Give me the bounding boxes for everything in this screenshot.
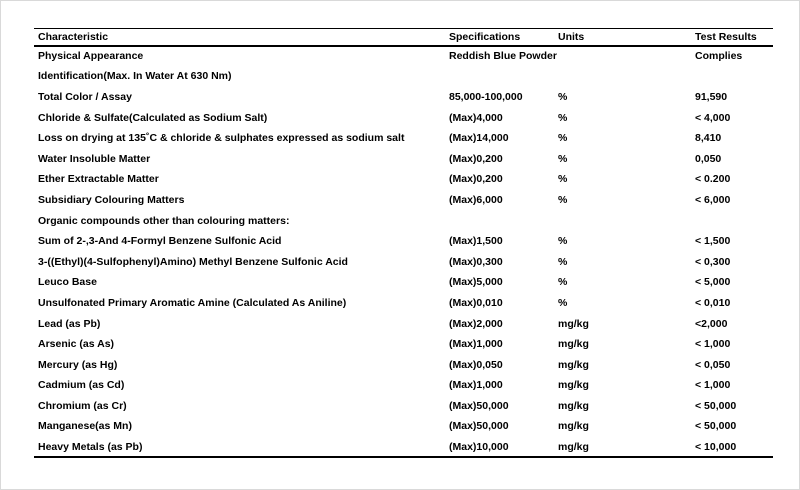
cell-specification: (Max)1,500 bbox=[449, 235, 503, 248]
cell-units: % bbox=[558, 193, 568, 206]
cell-test-result bbox=[695, 210, 773, 231]
table-row bbox=[34, 128, 773, 149]
cell-specification: (Max)2,000 bbox=[449, 317, 503, 330]
cell-test-result: < 0.200 bbox=[695, 173, 731, 186]
table-row bbox=[34, 46, 773, 67]
cell-units bbox=[558, 46, 695, 67]
cell-characteristic: Identification(Max. In Water At 630 Nm) bbox=[38, 70, 232, 83]
table-row bbox=[34, 375, 773, 396]
cell-specification: (Max)10,000 bbox=[449, 440, 509, 453]
cell-characteristic: Mercury (as Hg) bbox=[38, 358, 118, 371]
cell-characteristic: Organic compounds other than colouring matters: bbox=[38, 214, 290, 227]
cell-test-result: < 0,010 bbox=[695, 296, 731, 309]
cell-units: % bbox=[558, 296, 568, 309]
cell-test-result: < 0,050 bbox=[695, 358, 731, 371]
cell-characteristic: Subsidiary Colouring Matters bbox=[38, 193, 185, 206]
cell-characteristic: Physical Appearance bbox=[38, 50, 144, 63]
table-header bbox=[34, 29, 773, 46]
cell-test-result: < 10,000 bbox=[695, 440, 737, 453]
header-test-results: Test Results bbox=[695, 30, 757, 43]
table-header-row bbox=[34, 29, 773, 46]
cell-units: % bbox=[558, 152, 568, 165]
cell-test-result: < 5,000 bbox=[695, 276, 731, 289]
cell-characteristic: Chromium (as Cr) bbox=[38, 399, 127, 412]
cell-test-result: Complies bbox=[695, 50, 743, 63]
cell-characteristic: Lead (as Pb) bbox=[38, 317, 101, 330]
cell-units: % bbox=[558, 276, 568, 289]
cell-characteristic: Sum of 2-,3-And 4-Formyl Benzene Sulfonic Acid bbox=[38, 235, 282, 248]
table-row bbox=[34, 293, 773, 314]
cell-test-result: < 50,000 bbox=[695, 420, 737, 433]
table-row bbox=[34, 66, 773, 87]
cell-characteristic: Loss on drying at 135˚C & chloride & sulphates expressed as sodium salt bbox=[38, 132, 405, 145]
header-units: Units bbox=[558, 30, 585, 43]
table-row bbox=[34, 313, 773, 334]
cell-specification: (Max)0,200 bbox=[449, 152, 503, 165]
cell-units: mg/kg bbox=[558, 379, 589, 392]
cell-units bbox=[558, 210, 695, 231]
cell-characteristic: Unsulfonated Primary Aromatic Amine (Calculated As Aniline) bbox=[38, 296, 347, 309]
cell-units: mg/kg bbox=[558, 358, 589, 371]
cell-units: % bbox=[558, 173, 568, 186]
cell-test-result: < 6,000 bbox=[695, 193, 731, 206]
cell-specification: Reddish Blue Powder bbox=[449, 50, 557, 63]
cell-units: % bbox=[558, 255, 568, 268]
header-characteristic: Characteristic bbox=[38, 30, 109, 43]
cell-specification: (Max)1,000 bbox=[449, 379, 503, 392]
cell-specification: (Max)0,010 bbox=[449, 296, 503, 309]
cell-units: mg/kg bbox=[558, 338, 589, 351]
cell-characteristic: Leuco Base bbox=[38, 276, 97, 289]
cell-units bbox=[558, 66, 695, 87]
cell-test-result: 8,410 bbox=[695, 132, 722, 145]
header-specifications: Specifications bbox=[449, 30, 521, 43]
table-row bbox=[34, 107, 773, 128]
table-row bbox=[34, 416, 773, 437]
table-row bbox=[34, 437, 773, 458]
cell-units: % bbox=[558, 132, 568, 145]
table-row bbox=[34, 272, 773, 293]
cell-test-result: < 1,500 bbox=[695, 235, 731, 248]
cell-specification bbox=[449, 66, 558, 87]
cell-test-result: < 0,300 bbox=[695, 255, 731, 268]
cell-units: % bbox=[558, 111, 568, 124]
cell-characteristic: Cadmium (as Cd) bbox=[38, 379, 125, 392]
cell-units: mg/kg bbox=[558, 317, 589, 330]
cell-test-result: <2,000 bbox=[695, 317, 728, 330]
cell-units: % bbox=[558, 235, 568, 248]
spec-table-body bbox=[34, 46, 773, 458]
table-row bbox=[34, 231, 773, 252]
cell-test-result: 91,590 bbox=[695, 90, 728, 103]
cell-characteristic: Arsenic (as As) bbox=[38, 338, 115, 351]
cell-characteristic: Water Insoluble Matter bbox=[38, 152, 151, 165]
table-row bbox=[34, 354, 773, 375]
cell-test-result: < 50,000 bbox=[695, 399, 737, 412]
specification-table bbox=[34, 28, 773, 458]
cell-characteristic: Chloride & Sulfate(Calculated as Sodium Salt) bbox=[38, 111, 268, 124]
cell-specification: (Max)6,000 bbox=[449, 193, 503, 206]
table-row bbox=[34, 251, 773, 272]
cell-units: mg/kg bbox=[558, 399, 589, 412]
cell-characteristic: Total Color / Assay bbox=[38, 90, 132, 103]
cell-specification bbox=[449, 210, 558, 231]
table-row bbox=[34, 334, 773, 355]
cell-characteristic: Heavy Metals (as Pb) bbox=[38, 440, 143, 453]
table-row bbox=[34, 190, 773, 211]
cell-specification: (Max)50,000 bbox=[449, 399, 509, 412]
cell-specification: (Max)0,200 bbox=[449, 173, 503, 186]
cell-test-result: < 1,000 bbox=[695, 379, 731, 392]
cell-test-result: 0,050 bbox=[695, 152, 722, 165]
cell-characteristic: Ether Extractable Matter bbox=[38, 173, 159, 186]
table-row bbox=[34, 210, 773, 231]
cell-test-result: < 4,000 bbox=[695, 111, 731, 124]
cell-specification: (Max)4,000 bbox=[449, 111, 503, 124]
cell-specification: (Max)14,000 bbox=[449, 132, 509, 145]
cell-test-result bbox=[695, 66, 773, 87]
cell-specification: (Max)0,300 bbox=[449, 255, 503, 268]
table-row bbox=[34, 148, 773, 169]
cell-units: mg/kg bbox=[558, 440, 589, 453]
cell-test-result: < 1,000 bbox=[695, 338, 731, 351]
cell-units: mg/kg bbox=[558, 420, 589, 433]
cell-specification: (Max)5,000 bbox=[449, 276, 503, 289]
table-row bbox=[34, 169, 773, 190]
cell-specification: (Max)1,000 bbox=[449, 338, 503, 351]
cell-specification: (Max)50,000 bbox=[449, 420, 509, 433]
cell-specification: 85,000-100,000 bbox=[449, 90, 523, 103]
cell-characteristic: 3-((Ethyl)(4-Sulfophenyl)Amino) Methyl Benzene Sulfonic Acid bbox=[38, 255, 348, 268]
cell-characteristic: Manganese(as Mn) bbox=[38, 420, 132, 433]
table-row bbox=[34, 87, 773, 108]
table-row bbox=[34, 396, 773, 417]
cell-specification: (Max)0,050 bbox=[449, 358, 503, 371]
cell-units: % bbox=[558, 90, 568, 103]
